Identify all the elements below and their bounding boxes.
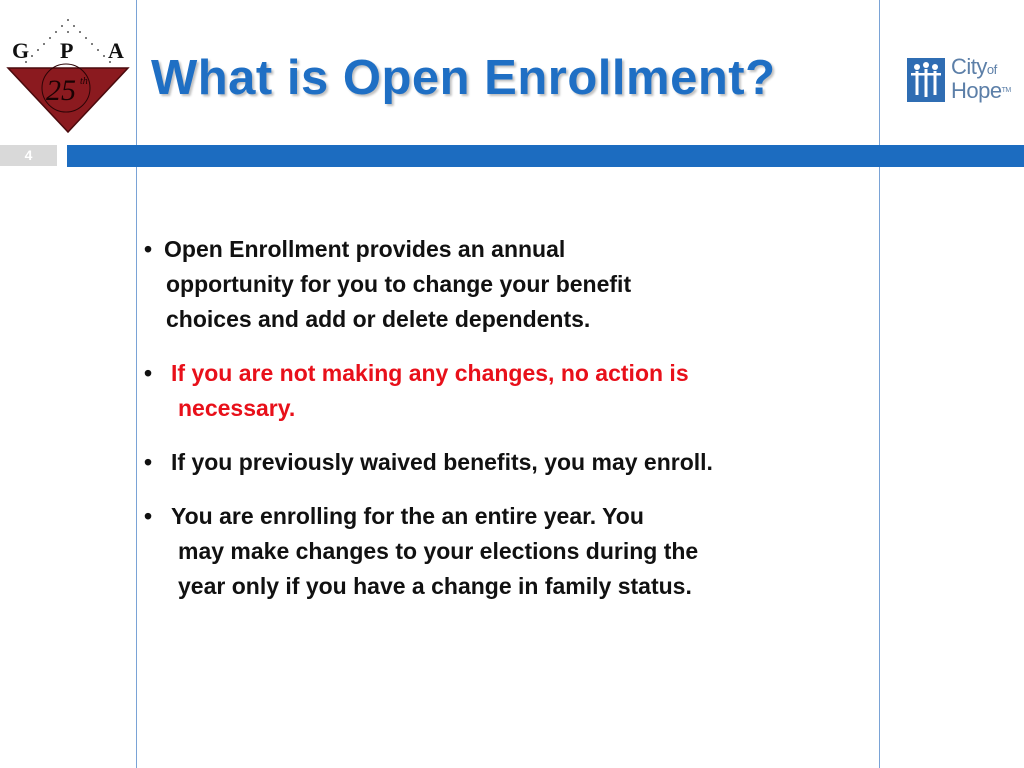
bullet-dot-icon: • <box>144 236 153 262</box>
gpa-logo <box>2 14 132 136</box>
gpa-anniversary-number: 25 <box>46 74 76 107</box>
gpa-letter-a: A <box>108 38 124 63</box>
of-word: of <box>986 62 997 77</box>
header-band <box>67 145 1024 167</box>
bullet-line: necessary. <box>178 395 296 421</box>
bullet-item <box>144 499 874 604</box>
trademark-mark: TM <box>1001 87 1011 94</box>
bullet-item <box>144 445 874 480</box>
bullet-dot-icon: • <box>144 449 153 475</box>
bullet-line: opportunity for you to change your benefit <box>166 271 632 297</box>
bullet-list <box>144 232 874 623</box>
city-of-hope-figures-icon <box>907 58 945 102</box>
bullet-dot-icon: • <box>144 360 153 386</box>
city-of-hope-wordmark <box>951 56 1011 101</box>
slide-title: What is Open Enrollment? <box>151 51 776 105</box>
gpa-letter-p: P <box>60 38 74 63</box>
city-of-hope-logo <box>907 54 1019 106</box>
bullet-line: may make changes to your elections during the <box>178 538 699 564</box>
bullet-line: choices and add or delete dependents. <box>166 306 591 332</box>
bullet-line: Open Enrollment provides an annual <box>164 236 566 262</box>
bullet-item-highlight <box>144 356 874 426</box>
hope-word: Hope <box>951 78 1002 103</box>
gpa-anniversary-suffix: th <box>80 76 88 87</box>
bullet-dot-icon: • <box>144 503 153 529</box>
gpa-emblem-icon <box>2 14 132 136</box>
city-word: City <box>951 54 987 79</box>
bullet-line: If you are not making any changes, no action is <box>171 360 689 386</box>
left-guide-line <box>136 0 137 768</box>
bullet-item <box>144 232 874 337</box>
slide-number: 4 <box>0 145 57 166</box>
right-guide-line <box>879 0 880 768</box>
bullet-line: year only if you have a change in family status. <box>178 573 692 599</box>
gpa-letter-g: G <box>12 38 30 63</box>
bullet-line: If you previously waived benefits, you may enroll. <box>171 449 713 475</box>
bullet-line: You are enrolling for the an entire year. You <box>171 503 644 529</box>
